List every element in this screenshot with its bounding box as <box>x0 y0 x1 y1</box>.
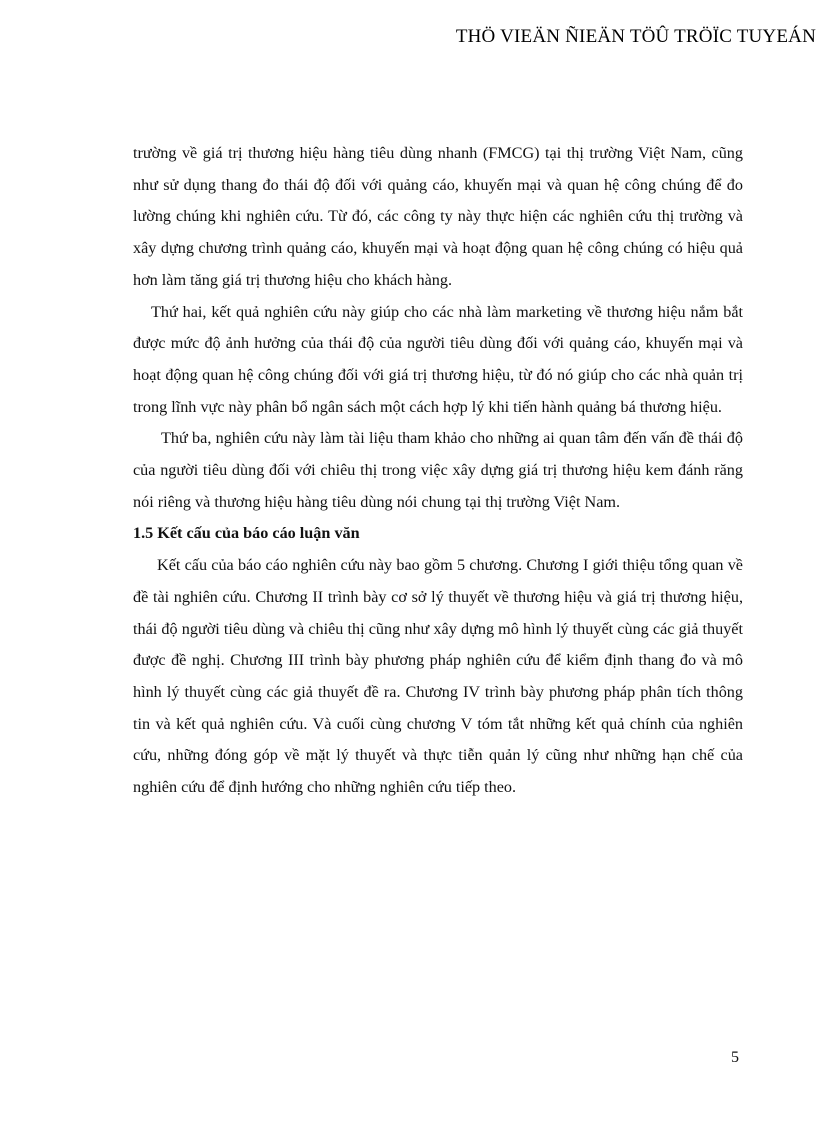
document-body <box>133 138 743 804</box>
paragraph-second-point: Thứ hai, kết quả nghiên cứu này giúp cho các nhà làm marketing về thương hiệu nắm bắt được mức độ ảnh hưởng của thái độ của người tiêu dùng đối với quảng cáo, khuyến mại và hoạt động quan hệ công chúng đối với giá trị thương hiệu, từ đó nó giúp cho các nhà quản trị trong lĩnh vực này phân bổ ngân sách một cách hợp lý khi tiến hành quảng bá thương hiệu. <box>133 302 743 416</box>
page-number: 5 <box>731 1049 739 1066</box>
page-header: THÖ VIEÄN ÑIEÄN TÖÛ TRÖÏC TUYEÁN <box>455 26 816 47</box>
paragraph-continuation: trường về giá trị thương hiệu hàng tiêu dùng nhanh (FMCG) tại thị trường Việt Nam, cũng như sử dụng thang đo thái độ đối với quảng cáo, khuyến mại và quan hệ công chúng để đo lường chúng khi nghiên cứu. Từ đó, các công ty này thực hiện các nghiên cứu thị trường và xây dựng chương trình quảng cáo, khuyến mại và hoạt động quan hệ công chúng có hiệu quả hơn làm tăng giá trị thương hiệu cho khách hàng. <box>133 144 743 289</box>
paragraph-third-point: Thứ ba, nghiên cứu này làm tài liệu tham khảo cho những ai quan tâm đến vấn đề thái độ của người tiêu dùng đối với chiêu thị trong việc xây dựng giá trị thương hiệu kem đánh răng nói riêng và thương hiệu hàng tiêu dùng nói chung tại thị trường Việt Nam. <box>133 429 743 511</box>
paragraph-structure: Kết cấu của báo cáo nghiên cứu này bao gồm 5 chương. Chương I giới thiệu tổng quan về đề tài nghiên cứu. Chương II trình bày cơ sở lý thuyết về thương hiệu và giá trị thương hiệu, thái độ người tiêu dùng và chiêu thị cũng như xây dựng mô hình lý thuyết cùng các giả thuyết được đề nghị. Chương III trình bày phương pháp nghiên cứu để kiểm định thang đo và mô hình lý thuyết cùng các giả thuyết đề ra. Chương IV trình bày phương pháp phân tích thông tin và kết quả nghiên cứu. Và cuối cùng chương V tóm tắt những kết quả chính của nghiên cứu, những đóng góp về mặt lý thuyết và thực tiễn quản lý cũng như những hạn chế của nghiên cứu để định hướng cho những nghiên cứu tiếp theo. <box>133 556 743 797</box>
section-heading: 1.5 Kết cấu của báo cáo luận văn <box>133 524 360 543</box>
